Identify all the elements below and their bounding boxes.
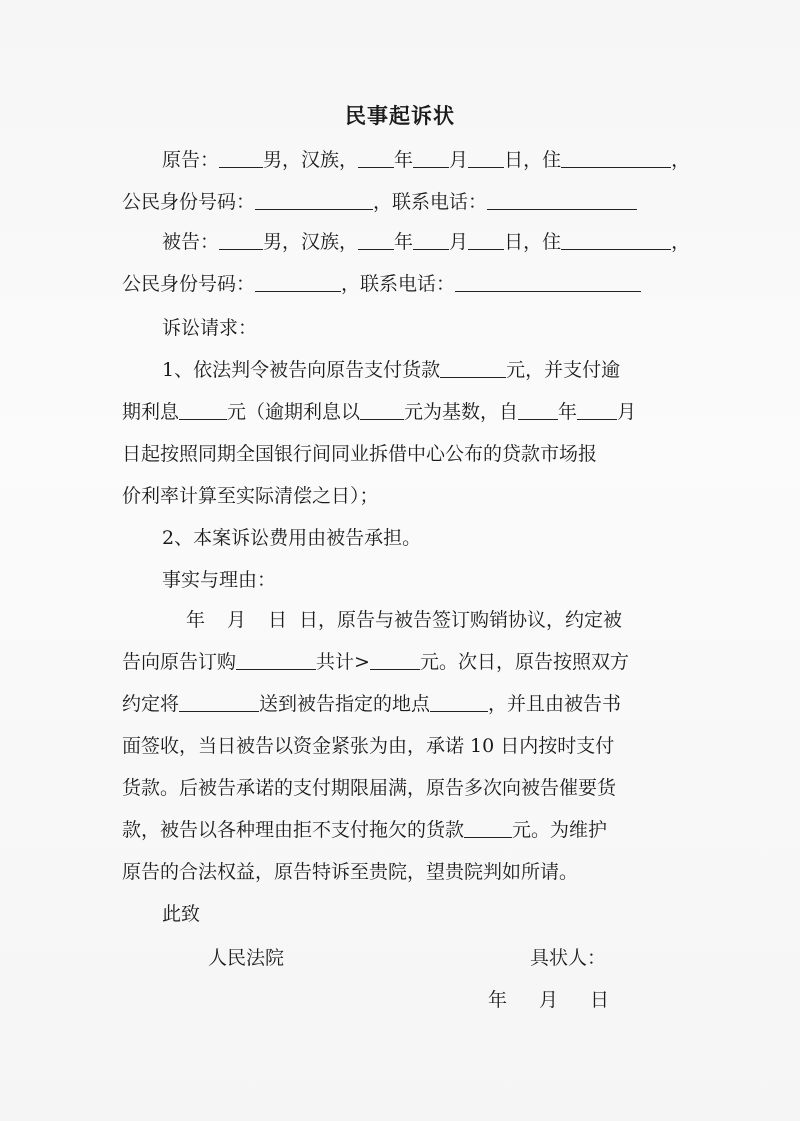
claims-heading: 诉讼请求： [162,317,258,339]
closing-salutation: 此致 [162,903,201,925]
claim-1-line-1: 1、依法判令被告向原告支付货款 元，并支付逾 [162,359,621,381]
defendant-id-line: 公民身份号码： ，联系电话： [122,270,641,298]
plaintiff-id-line: 公民身份号码： ，联系电话： [122,188,637,216]
facts-line-2: 告向原告订购 共计> 元。次日，原告按照双方 [122,651,629,673]
claim-1-line-4: 价利率计算至实际清偿之日）； [122,485,379,507]
document-title: 民事起诉状 [345,103,455,128]
defendant-line: 被告： 男，汉族， 年 月 日，住 ， [162,231,691,253]
facts-line-6: 款，被告以各种理由拒不支付拖欠的货款 元。为维护 [122,819,608,841]
facts-line-7: 原告的合法权益，原告特诉至贵院，望贵院判如所请。 [122,861,579,883]
facts-heading: 事实与理由： [162,569,277,591]
signature-date: 年 月 日 [488,989,610,1011]
facts-line-4: 面签收，当日被告以资金紧张为由，承诺 10 日内按时支付 [122,735,615,757]
claim-1-line-3: 日起按照同期全国银行间同业拆借中心公布的贷款市场报 [122,443,598,465]
facts-line-5: 货款。后被告承诺的支付期限届满，原告多次向被告催要货 [122,777,617,799]
claim-1-line-2: 期利息 元（逾期利息以 元为基数，自 年 月 [122,401,637,423]
court-name: 人民法院 [208,947,285,969]
facts-line-1: 年 月 日 日，原告与被告签订购销协议，约定被 [186,609,623,631]
signer-label: 具状人： [530,947,607,969]
claim-2-line: 2、本案诉讼费用由被告承担。 [162,527,422,549]
plaintiff-line: 原告： 男，汉族， 年 月 日，住 ， [162,149,691,171]
facts-line-3: 约定将 送到被告指定的地点 ，并且由被告书 [122,693,622,715]
